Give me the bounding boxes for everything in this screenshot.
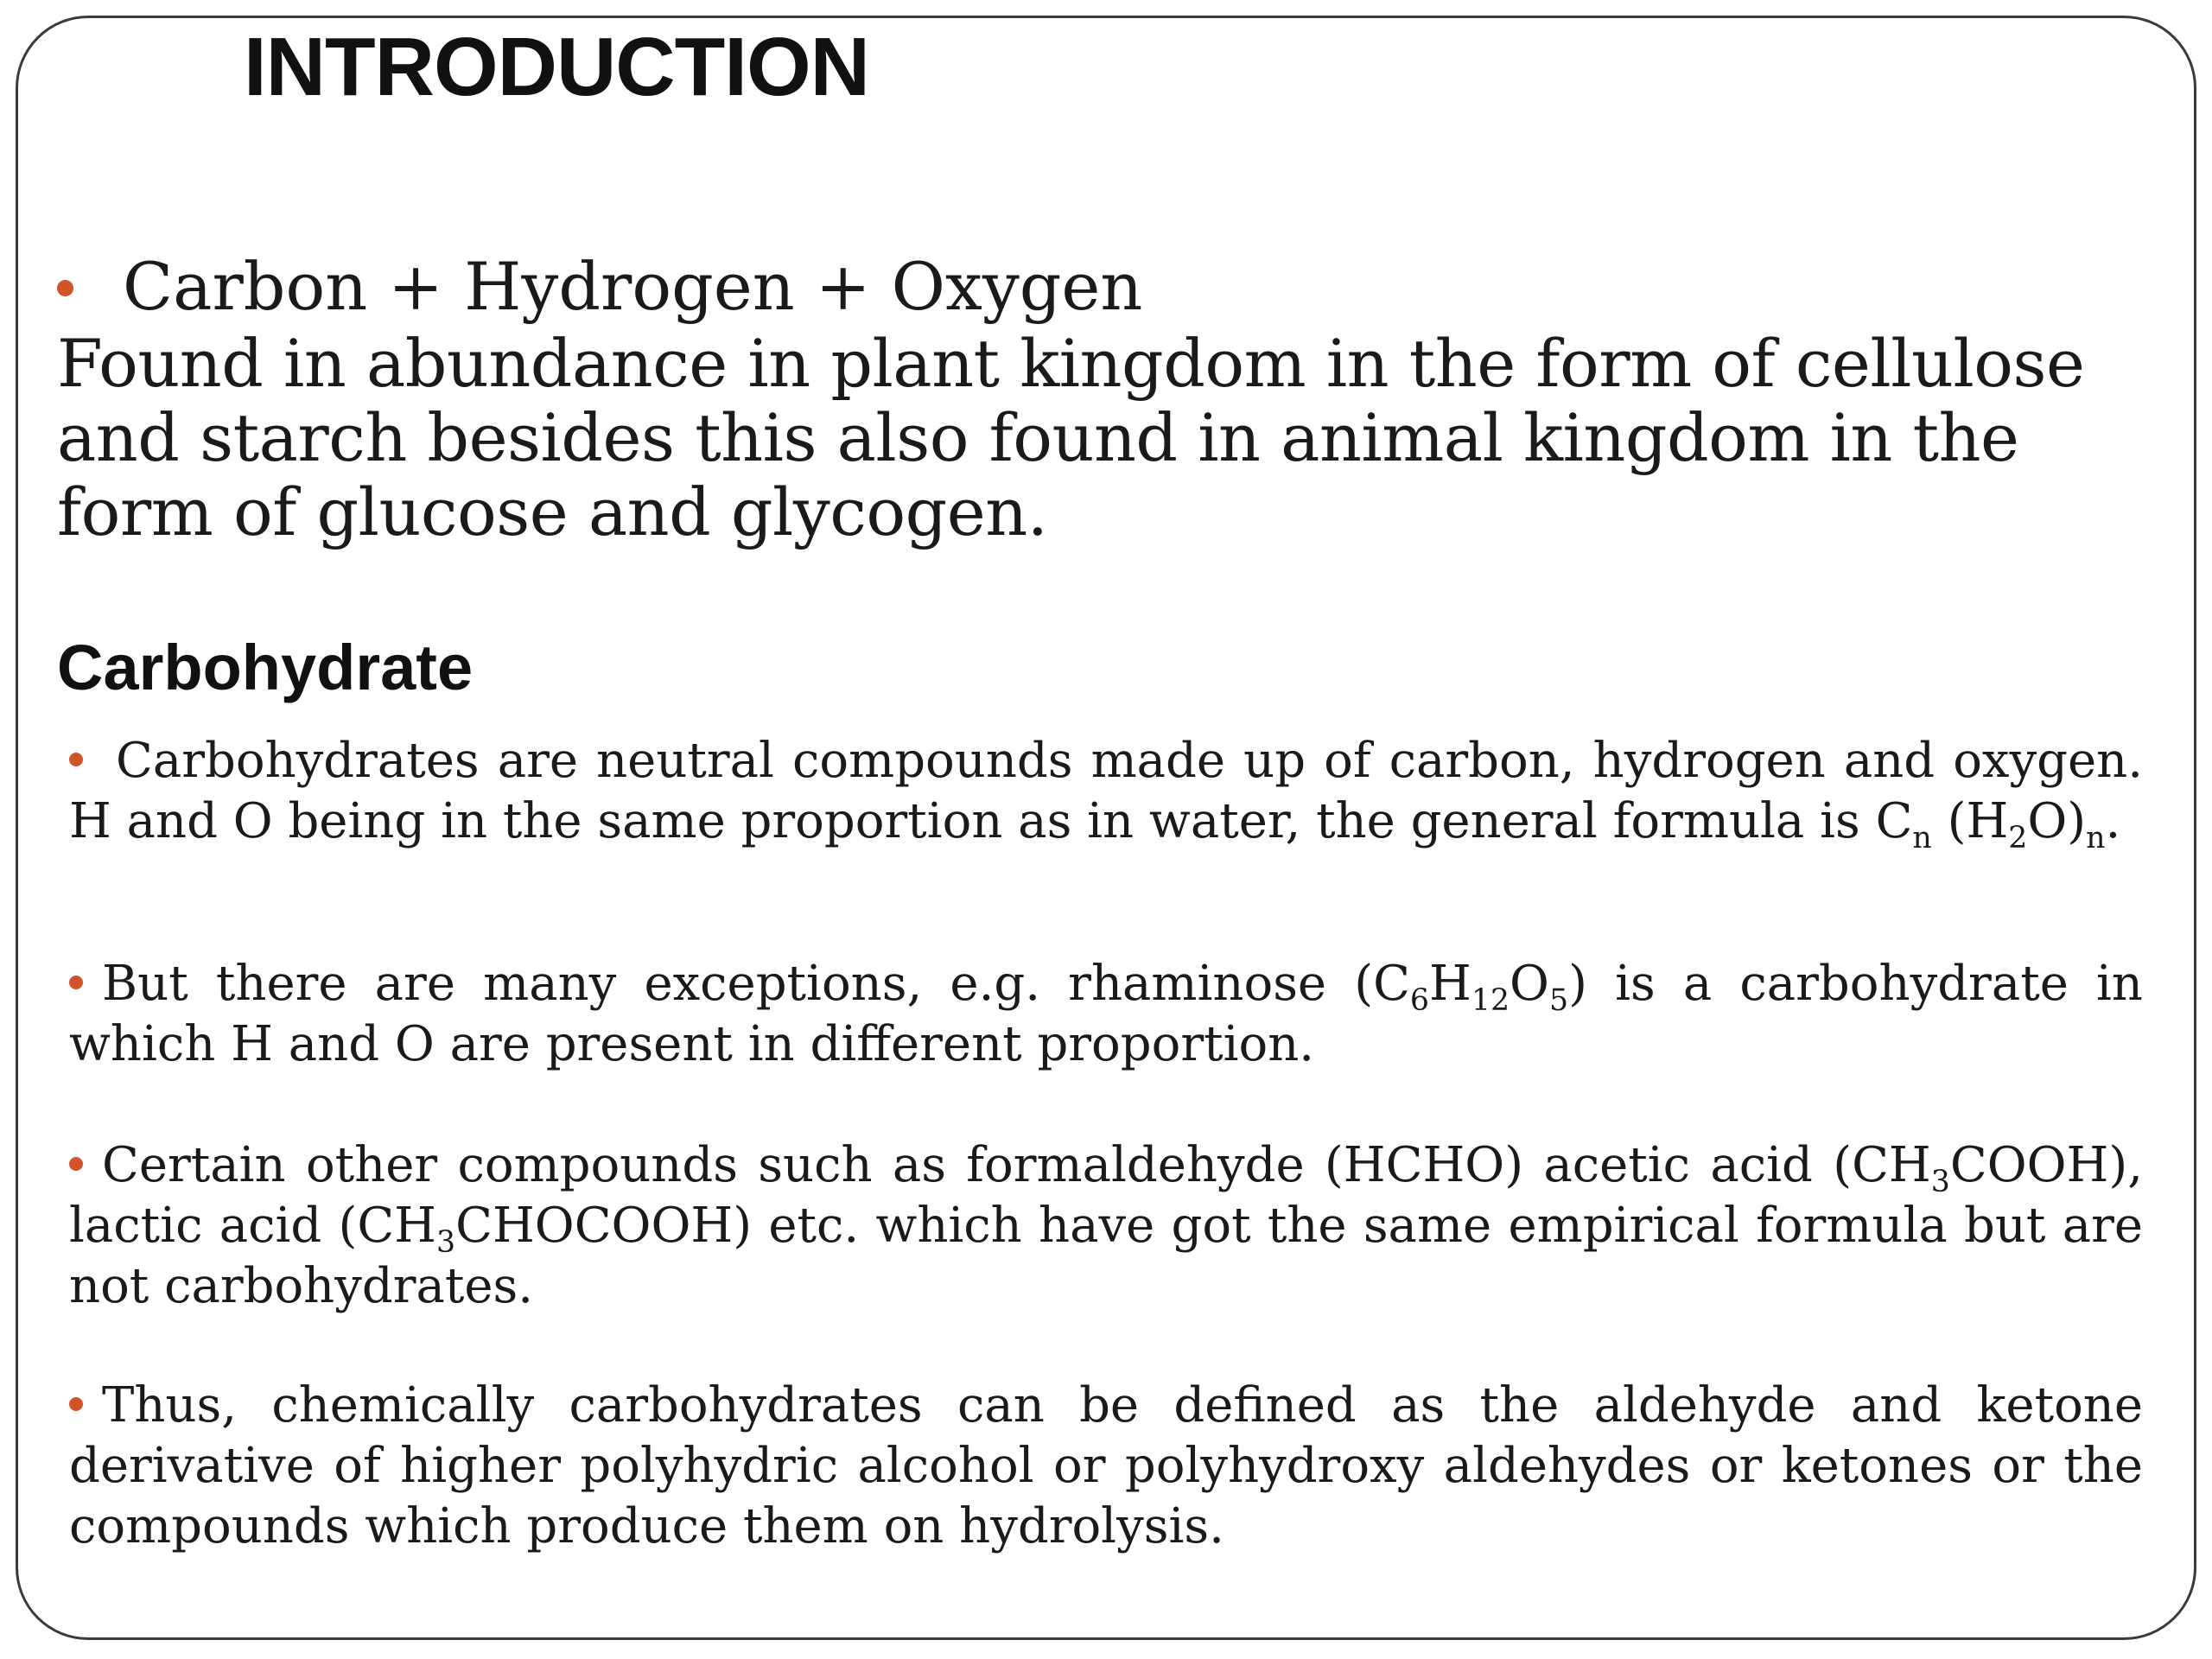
subscript: n: [2086, 821, 2106, 856]
subscript: n: [1912, 821, 1932, 856]
intro-paragraph: Found in abundance in plant kingdom in the form of cellulose and starch besides this also found in animal kingdom in the form of glucose and glycogen.: [57, 325, 2085, 550]
bullet-paragraph-exceptions: [69, 954, 2143, 1075]
text-part: O): [2027, 793, 2087, 849]
subscript: 12: [1471, 983, 1510, 1019]
subscript: 6: [1409, 983, 1430, 1019]
text-part: Thus, chemically carbohydrates can be defined as the aldehyde and ketone derivative of higher polyhydric alcohol or polyhydroxy aldehydes or ketones or the compounds which produce them on hydrolysis.: [69, 1377, 2143, 1554]
bullet-paragraph-other-compounds: [69, 1135, 2143, 1317]
bullet-dot-icon: [57, 280, 73, 296]
bullet-dot-icon: [69, 1397, 83, 1411]
text-part: ) is a carbohydrate in which H and O are present in different proportion.: [69, 956, 2143, 1072]
text-part: COOH), lactic acid (CH: [69, 1137, 2143, 1254]
text-part: (H: [1931, 793, 2009, 849]
text-part: O: [1510, 956, 1549, 1012]
subscript: 5: [1548, 983, 1569, 1019]
bullet-paragraph-definition: [69, 1376, 2143, 1557]
text-part: CHOCOOH) etc. which have got the same empirical formula but are not carbohydrates.: [69, 1198, 2143, 1314]
text-part: H: [1429, 956, 1471, 1012]
section-heading: Carbohydrate: [57, 632, 474, 703]
intro-bullet-text: Carbon + Hydrogen + Oxygen: [123, 248, 1143, 325]
subscript: 2: [2008, 821, 2028, 856]
text-part: .: [2105, 793, 2121, 849]
subscript: 3: [1930, 1165, 1950, 1200]
text-part: Carbohydrates are neutral compounds made up of carbon, hydrogen and oxygen. H and O being in the same proportion as in water, the general formula is C: [69, 733, 2143, 849]
bullet-dot-icon: [69, 1157, 83, 1171]
bullet-dot-icon: [69, 753, 83, 766]
bullet-dot-icon: [69, 976, 83, 989]
bullet-paragraph-general-formula: [69, 731, 2143, 856]
text-part: But there are many exceptions, e.g. rhaminose (C: [102, 956, 1410, 1012]
text-part: Certain other compounds such as formaldehyde (HCHO) acetic acid (CH: [102, 1137, 1931, 1193]
slide-title: INTRODUCTION: [244, 21, 869, 113]
subscript: 3: [436, 1225, 456, 1261]
